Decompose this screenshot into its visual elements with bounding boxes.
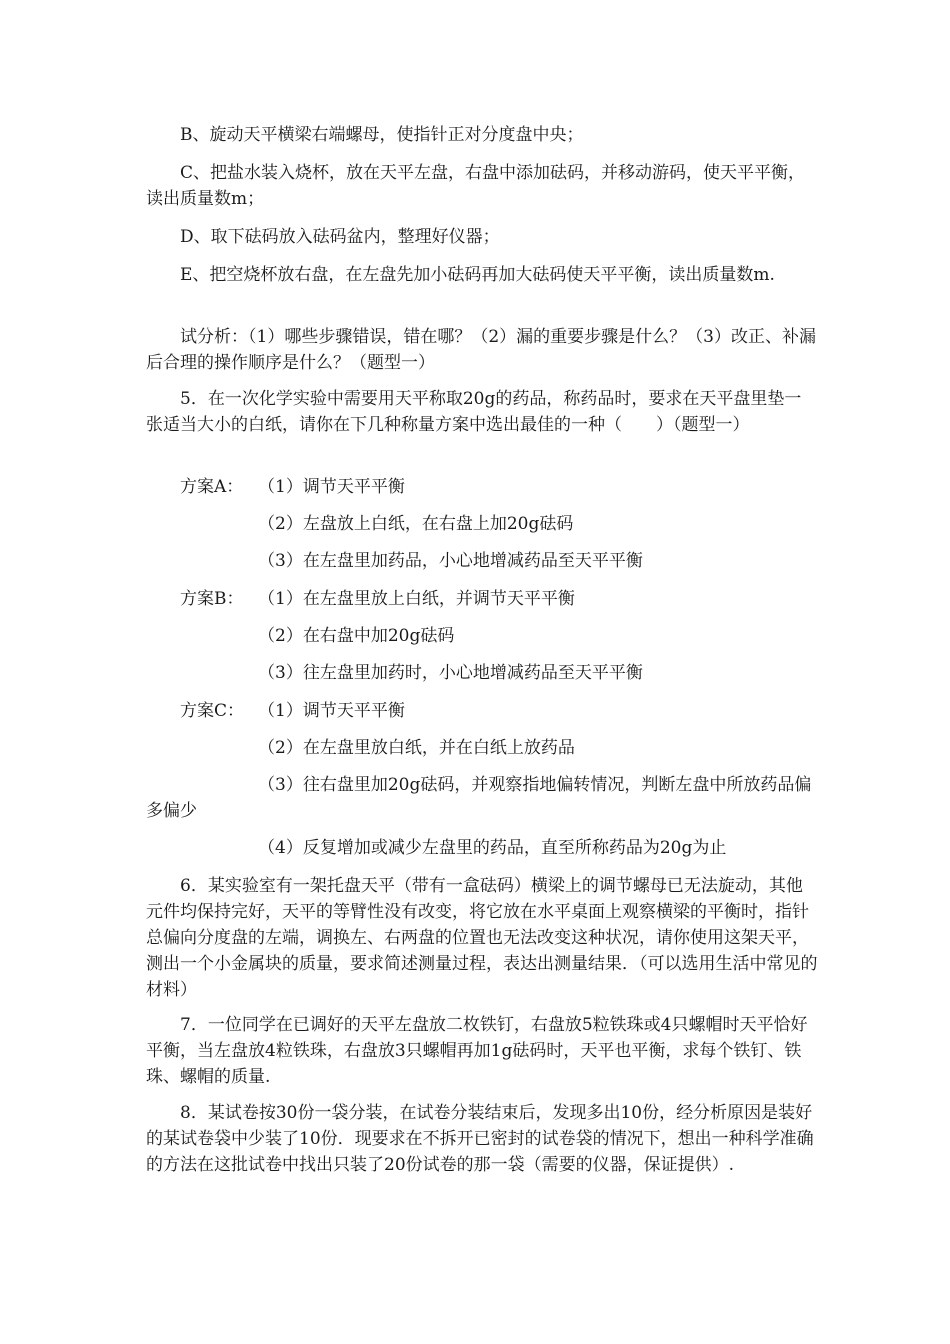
item-b: B、旋动天平横梁右端螺母，使指针正对分度盘中央； [180,125,584,145]
question-8: 8．某试卷按30份一袋分装，在试卷分装结束后，发现多出10份，经分析原因是装好的某试卷袋中少装了10份．现要求在不拆开已密封的试卷袋的情况下，想出一种科学准确的方法在这批试卷中找出只装了20份试卷的那一袋（需要的仪器，保证提供）. [146,1103,814,1175]
plan-b-step-3: （3）往左盘里加药时，小心地增减药品至天平平衡 [258,663,643,683]
plan-a-step-3: （3）在左盘里加药品，小心地增减药品至天平平衡 [258,551,643,571]
plan-a-label: 方案A： [180,477,244,497]
question-6: 6．某实验室有一架托盘天平（带有一盒砝码）横梁上的调节螺母已无法旋动，其他元件均保持完好，天平的等臂性没有改变，将它放在水平桌面上观察横梁的平衡时，指针总偏向分度盘的左端，调换左、右两盘的位置也无法改变这种状况，请你使用这架天平，测出一个小金属块的质量，要求简述测量过程，表达出测量结果．（可以选用生活中常见的材料） [146,876,818,1000]
plan-a-step-1: （1）调节天平平衡 [258,477,405,497]
plan-c-step-2: （2）在左盘里放白纸，并在白纸上放药品 [258,738,575,758]
plan-c-label: 方案C： [180,701,245,721]
plan-b-step-1: （1）在左盘里放上白纸，并调节天平平衡 [258,589,575,609]
plan-c-step-1: （1）调节天平平衡 [258,701,405,721]
plan-a-step-2: （2）左盘放上白纸，在右盘上加20g砝码 [258,514,574,534]
analysis-prompt: 试分析：（1）哪些步骤错误，错在哪？（2）漏的重要步骤是什么？（3）改正、补漏后合理的操作顺序是什么？（题型一） [146,327,816,373]
question-5: 5．在一次化学实验中需要用天平称取20g的药品，称药品时，要求在天平盘里垫一张适当大小的白纸，请你在下几种称量方案中选出最佳的一种（ ）（题型一） [146,389,802,435]
plan-c-step-4: （4）反复增加或减少左盘里的药品，直至所称药品为20g为止 [258,838,727,858]
plan-c-step-3: （3）往右盘里加20g砝码，并观察指地偏转情况，判断左盘中所放药品偏多偏少 [146,775,812,821]
item-e: E、把空烧杯放右盘，在左盘先加小砝码再加大砝码使天平平衡，读出质量数m. [180,265,775,285]
item-d: D、取下砝码放入砝码盆内，整理好仪器； [180,227,500,247]
question-7: 7．一位同学在已调好的天平左盘放二枚铁钉，右盘放5粒铁珠或4只螺帽时天平恰好平衡，当左盘放4粒铁珠，右盘放3只螺帽再加1g砝码时，天平也平衡，求每个铁钉、铁珠、螺帽的质量. [146,1015,808,1087]
plan-b-step-2: （2）在右盘中加20g砝码 [258,626,455,646]
item-c: C、把盐水装入烧杯，放在天平左盘，右盘中添加砝码，并移动游码，使天平平衡，读出质量数m； [146,163,806,209]
plan-b-label: 方案B： [180,589,244,609]
